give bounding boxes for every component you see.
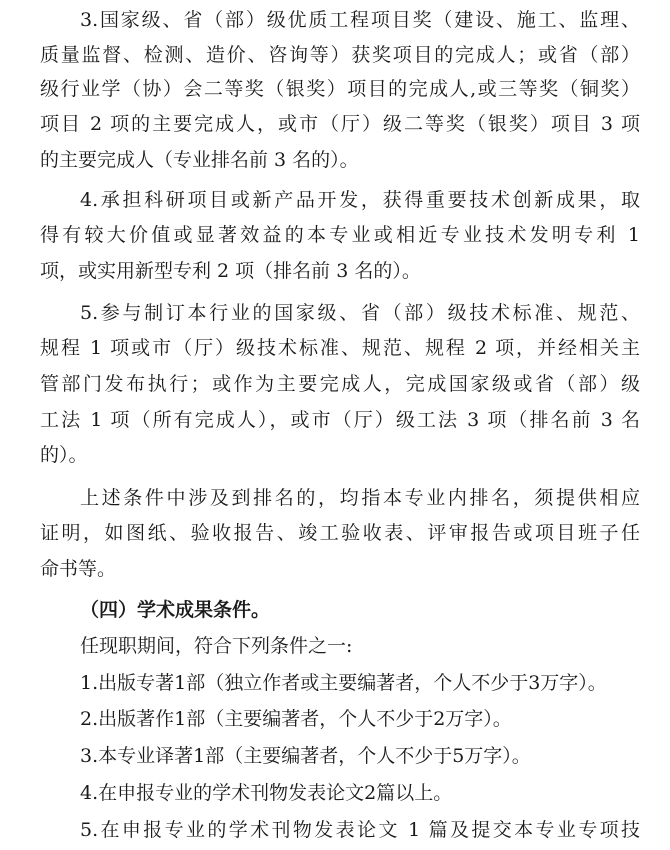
paragraph-3-line-3: 级行业学（协）会二等奖（银奖）项目的完成人,或三等奖（铜奖） xyxy=(40,78,640,100)
paragraph-5-line-3: 管部门发布执行；或作为主要完成人，完成国家级或省（部）级 xyxy=(40,373,640,395)
section-heading-academic: （四）学术成果条件。 xyxy=(80,599,271,621)
paragraph-3-line-2: 质量监督、检测、造价、咨询等）获奖项目的完成人；或省（部） xyxy=(40,44,640,66)
paragraph-4-line-2: 得有较大价值或显著效益的本专业或相近专业技术发明专利 1 xyxy=(40,224,640,246)
paragraph-3-line-1: 3.国家级、省（部）级优质工程项目奖（建设、施工、监理、 xyxy=(80,9,640,31)
paragraph-5-line-4: 工法 1 项（所有完成人），或市（厅）级工法 3 项（排名前 3 名 xyxy=(40,409,640,431)
ranking-note-line-3: 命书等。 xyxy=(40,558,117,580)
condition-item-5: 5.在申报专业的学术刊物发表论文 1 篇及提交本专业专项技 xyxy=(80,819,640,841)
paragraph-4-line-1: 4.承担科研项目或新产品开发，获得重要技术创新成果，取 xyxy=(80,189,640,211)
paragraph-5-line-2: 规程 1 项或市（厅）级技术标准、规范、规程 2 项，并经相关主 xyxy=(40,337,640,359)
ranking-note-line-2: 证明，如图纸、验收报告、竣工验收表、评审报告或项目班子任 xyxy=(40,522,640,544)
paragraph-5-line-5: 的）。 xyxy=(40,444,88,466)
condition-item-1: 1.出版专著1部（独立作者或主要编著者，个人不少于3万字）。 xyxy=(80,672,607,694)
condition-item-2: 2.出版著作1部（主要编著者，个人不少于2万字）。 xyxy=(80,708,512,730)
paragraph-3-line-4: 项目 2 项的主要完成人，或市（厅）级二等奖（银奖）项目 3 项 xyxy=(40,113,640,135)
condition-item-4: 4.在申报专业的学术刊物发表论文2篇以上。 xyxy=(80,782,453,804)
paragraph-3-line-5: 的主要完成人（专业排名前 3 名的）。 xyxy=(40,149,359,171)
paragraph-5-line-1: 5.参与制订本行业的国家级、省（部）级技术标准、规范、 xyxy=(80,302,640,324)
ranking-note-line-1: 上述条件中涉及到排名的，均指本专业内排名，须提供相应 xyxy=(80,487,640,509)
paragraph-4-line-3: 项，或实用新型专利 2 项（排名前 3 名的）。 xyxy=(40,260,421,282)
condition-intro: 任现职期间，符合下列条件之一: xyxy=(80,635,353,657)
condition-item-3: 3.本专业译著1部（主要编著者，个人不少于5万字）。 xyxy=(80,745,531,767)
